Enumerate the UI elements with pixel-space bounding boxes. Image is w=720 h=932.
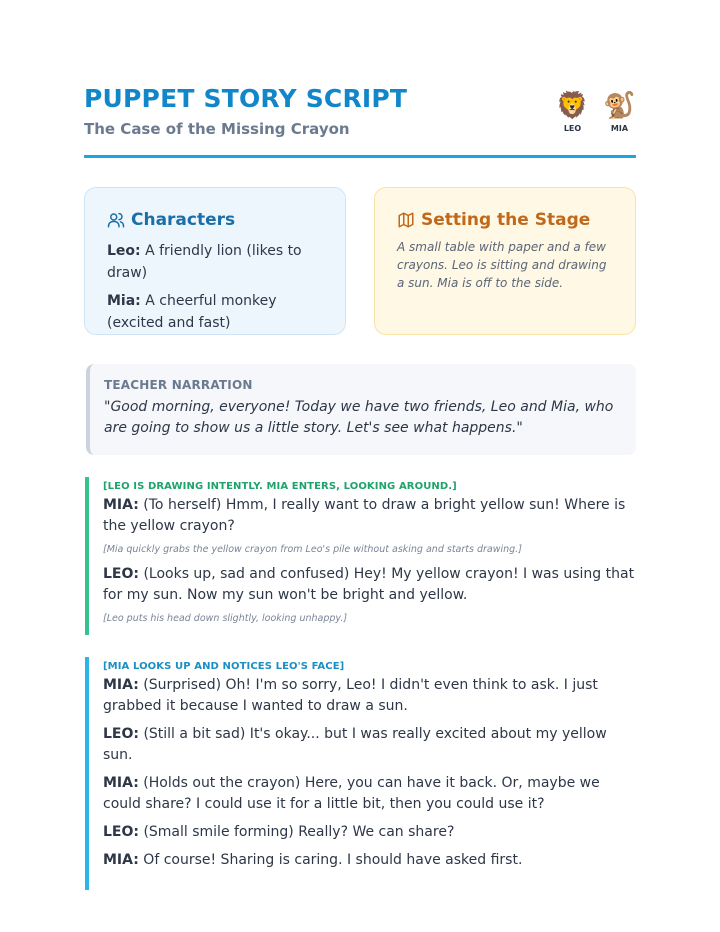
setting-heading-text: Setting the Stage [421, 210, 591, 230]
puppet-label-mia: MIA [610, 124, 629, 133]
speaker: LEO: [103, 566, 139, 582]
dialogue-text: (Small smile forming) Really? We can share? [143, 824, 455, 840]
setting-card [374, 187, 636, 335]
speaker: MIA: [103, 497, 139, 513]
puppet-icons [556, 90, 636, 133]
dialogue-text: (Still a bit sad) It's okay... but I was really excited about my yellow sun. [103, 726, 607, 763]
dialogue-text: Of course! Sharing is caring. I should have asked first. [143, 852, 523, 868]
character-desc: A friendly lion (likes to draw) [107, 243, 302, 281]
speaker: LEO: [103, 726, 139, 742]
characters-card [84, 187, 346, 335]
characters-heading-text: Characters [131, 210, 236, 230]
narration-text: "Good morning, everyone! Today we have two friends, Leo and Mia, who are going to show us a little story. Let's see what happens." [104, 399, 614, 436]
characters-heading [107, 210, 323, 230]
dialogue-line [103, 850, 636, 871]
puppet-mia [603, 90, 636, 133]
dialogue-line [103, 724, 636, 766]
puppet-label-leo: LEO [563, 124, 582, 133]
map-icon [397, 211, 415, 229]
speaker: MIA: [103, 677, 139, 693]
setting-heading [397, 210, 613, 230]
stage-cue: [MIA LOOKS UP AND NOTICES LEO'S FACE] [103, 661, 345, 672]
page-title: PUPPET STORY SCRIPT [84, 84, 408, 113]
stage-direction: [Leo puts his head down slightly, looking unhappy.] [103, 613, 348, 624]
speaker: LEO: [103, 824, 139, 840]
dialogue-text: (Looks up, sad and confused) Hey! My yellow crayon! I was using that for my sun. Now my sun won't be bright and yellow. [103, 566, 635, 603]
page-subtitle: The Case of the Missing Crayon [84, 120, 350, 138]
character-leo [107, 240, 323, 284]
dialogue-line [103, 822, 636, 843]
users-icon [107, 211, 125, 229]
lion-icon: 🦁 [556, 91, 589, 121]
stage-cue: [LEO IS DRAWING INTENTLY. MIA ENTERS, LOOKING AROUND.] [103, 481, 457, 492]
scene-one [85, 477, 636, 635]
dialogue-text: (Holds out the crayon) Here, you can have it back. Or, maybe we could share? I could use it for a little bit, then you could use it? [103, 775, 600, 812]
monkey-icon: 🐒 [603, 91, 636, 121]
dialogue-line [103, 773, 636, 815]
dialogue-line [103, 564, 636, 606]
narration-label: TEACHER NARRATION [104, 378, 253, 392]
character-mia [107, 290, 323, 334]
speaker: MIA: [103, 852, 139, 868]
puppet-leo [556, 90, 589, 133]
dialogue-line [103, 495, 636, 537]
scene-two [85, 657, 636, 890]
dialogue-text: (To herself) Hmm, I really want to draw a bright yellow sun! Where is the yellow crayon? [103, 497, 626, 534]
character-name: Leo: [107, 243, 141, 259]
header-divider [84, 155, 636, 158]
teacher-narration [86, 364, 636, 455]
dialogue-line [103, 675, 636, 717]
speaker: MIA: [103, 775, 139, 791]
dialogue-text: (Surprised) Oh! I'm so sorry, Leo! I didn't even think to ask. I just grabbed it because I wanted to draw a sun. [103, 677, 598, 714]
character-name: Mia: [107, 293, 141, 309]
stage-direction: [Mia quickly grabs the yellow crayon from Leo's pile without asking and starts drawing.] [103, 544, 522, 555]
character-desc: A cheerful monkey (excited and fast) [107, 293, 277, 331]
script-header [84, 84, 636, 158]
setting-text: A small table with paper and a few crayons. Leo is sitting and drawing a sun. Mia is off to the side. [397, 240, 607, 290]
